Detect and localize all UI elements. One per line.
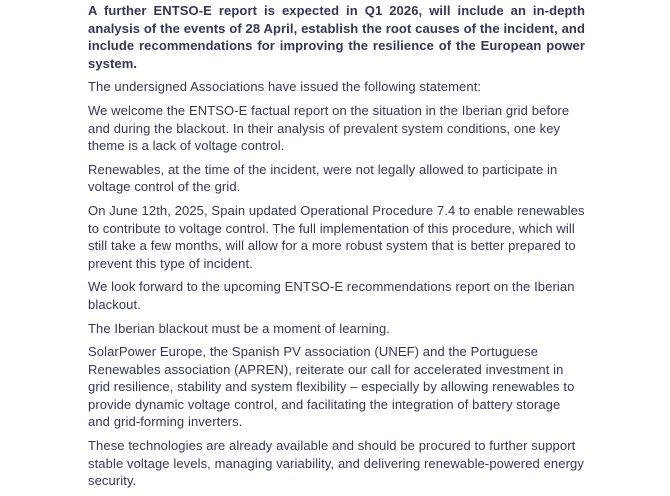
- welcome-factual-report-paragraph: We welcome the ENTSO-E factual report on the situation in the Iberian grid before and during the blackout. In their analysis of prevalent system conditions, one key theme is a lack of voltage control.: [88, 102, 570, 154]
- entsoe-report-expectation-paragraph: A further ENTSO-E report is expected in Q1 2026, will include an in-depth analysis of the events of 28 April, establish the root causes of the incident, and include recommendations for improving the resilience of the European power system.: [88, 3, 585, 71]
- moment-of-learning-line: The Iberian blackout must be a moment of learning.: [88, 320, 390, 336]
- statement-intro-line: The undersigned Associations have issued the following statement:: [88, 79, 482, 95]
- operational-procedure-paragraph: On June 12th, 2025, Spain updated Operational Procedure 7.4 to enable renewables to contribute to voltage control. The full implementation of this procedure, which will still take a few months, will allow for a more robust system that is better prepared to prevent this type of incident.: [88, 202, 585, 271]
- associations-call-paragraph: SolarPower Europe, the Spanish PV association (UNEF) and the Portuguese Renewables association (APREN), reiterate our call for accelerated investment in grid resilience, stability and system flexibility – especially by allowing renewables to provide dynamic voltage control, and facilitating the integration of battery storage and grid-forming inverters.: [88, 344, 575, 430]
- technologies-availability-paragraph: These technologies are already available and should be procured to further support stable voltage levels, managing variability, and delivering renewable-powered energy security.: [88, 438, 584, 489]
- document-page: [88, 2, 585, 496]
- recommendations-report-paragraph: We look forward to the upcoming ENTSO-E recommendations report on the Iberian blackout.: [88, 279, 575, 312]
- renewables-regulation-paragraph: Renewables, at the time of the incident, were not legally allowed to participate in voltage control of the grid.: [88, 161, 558, 195]
